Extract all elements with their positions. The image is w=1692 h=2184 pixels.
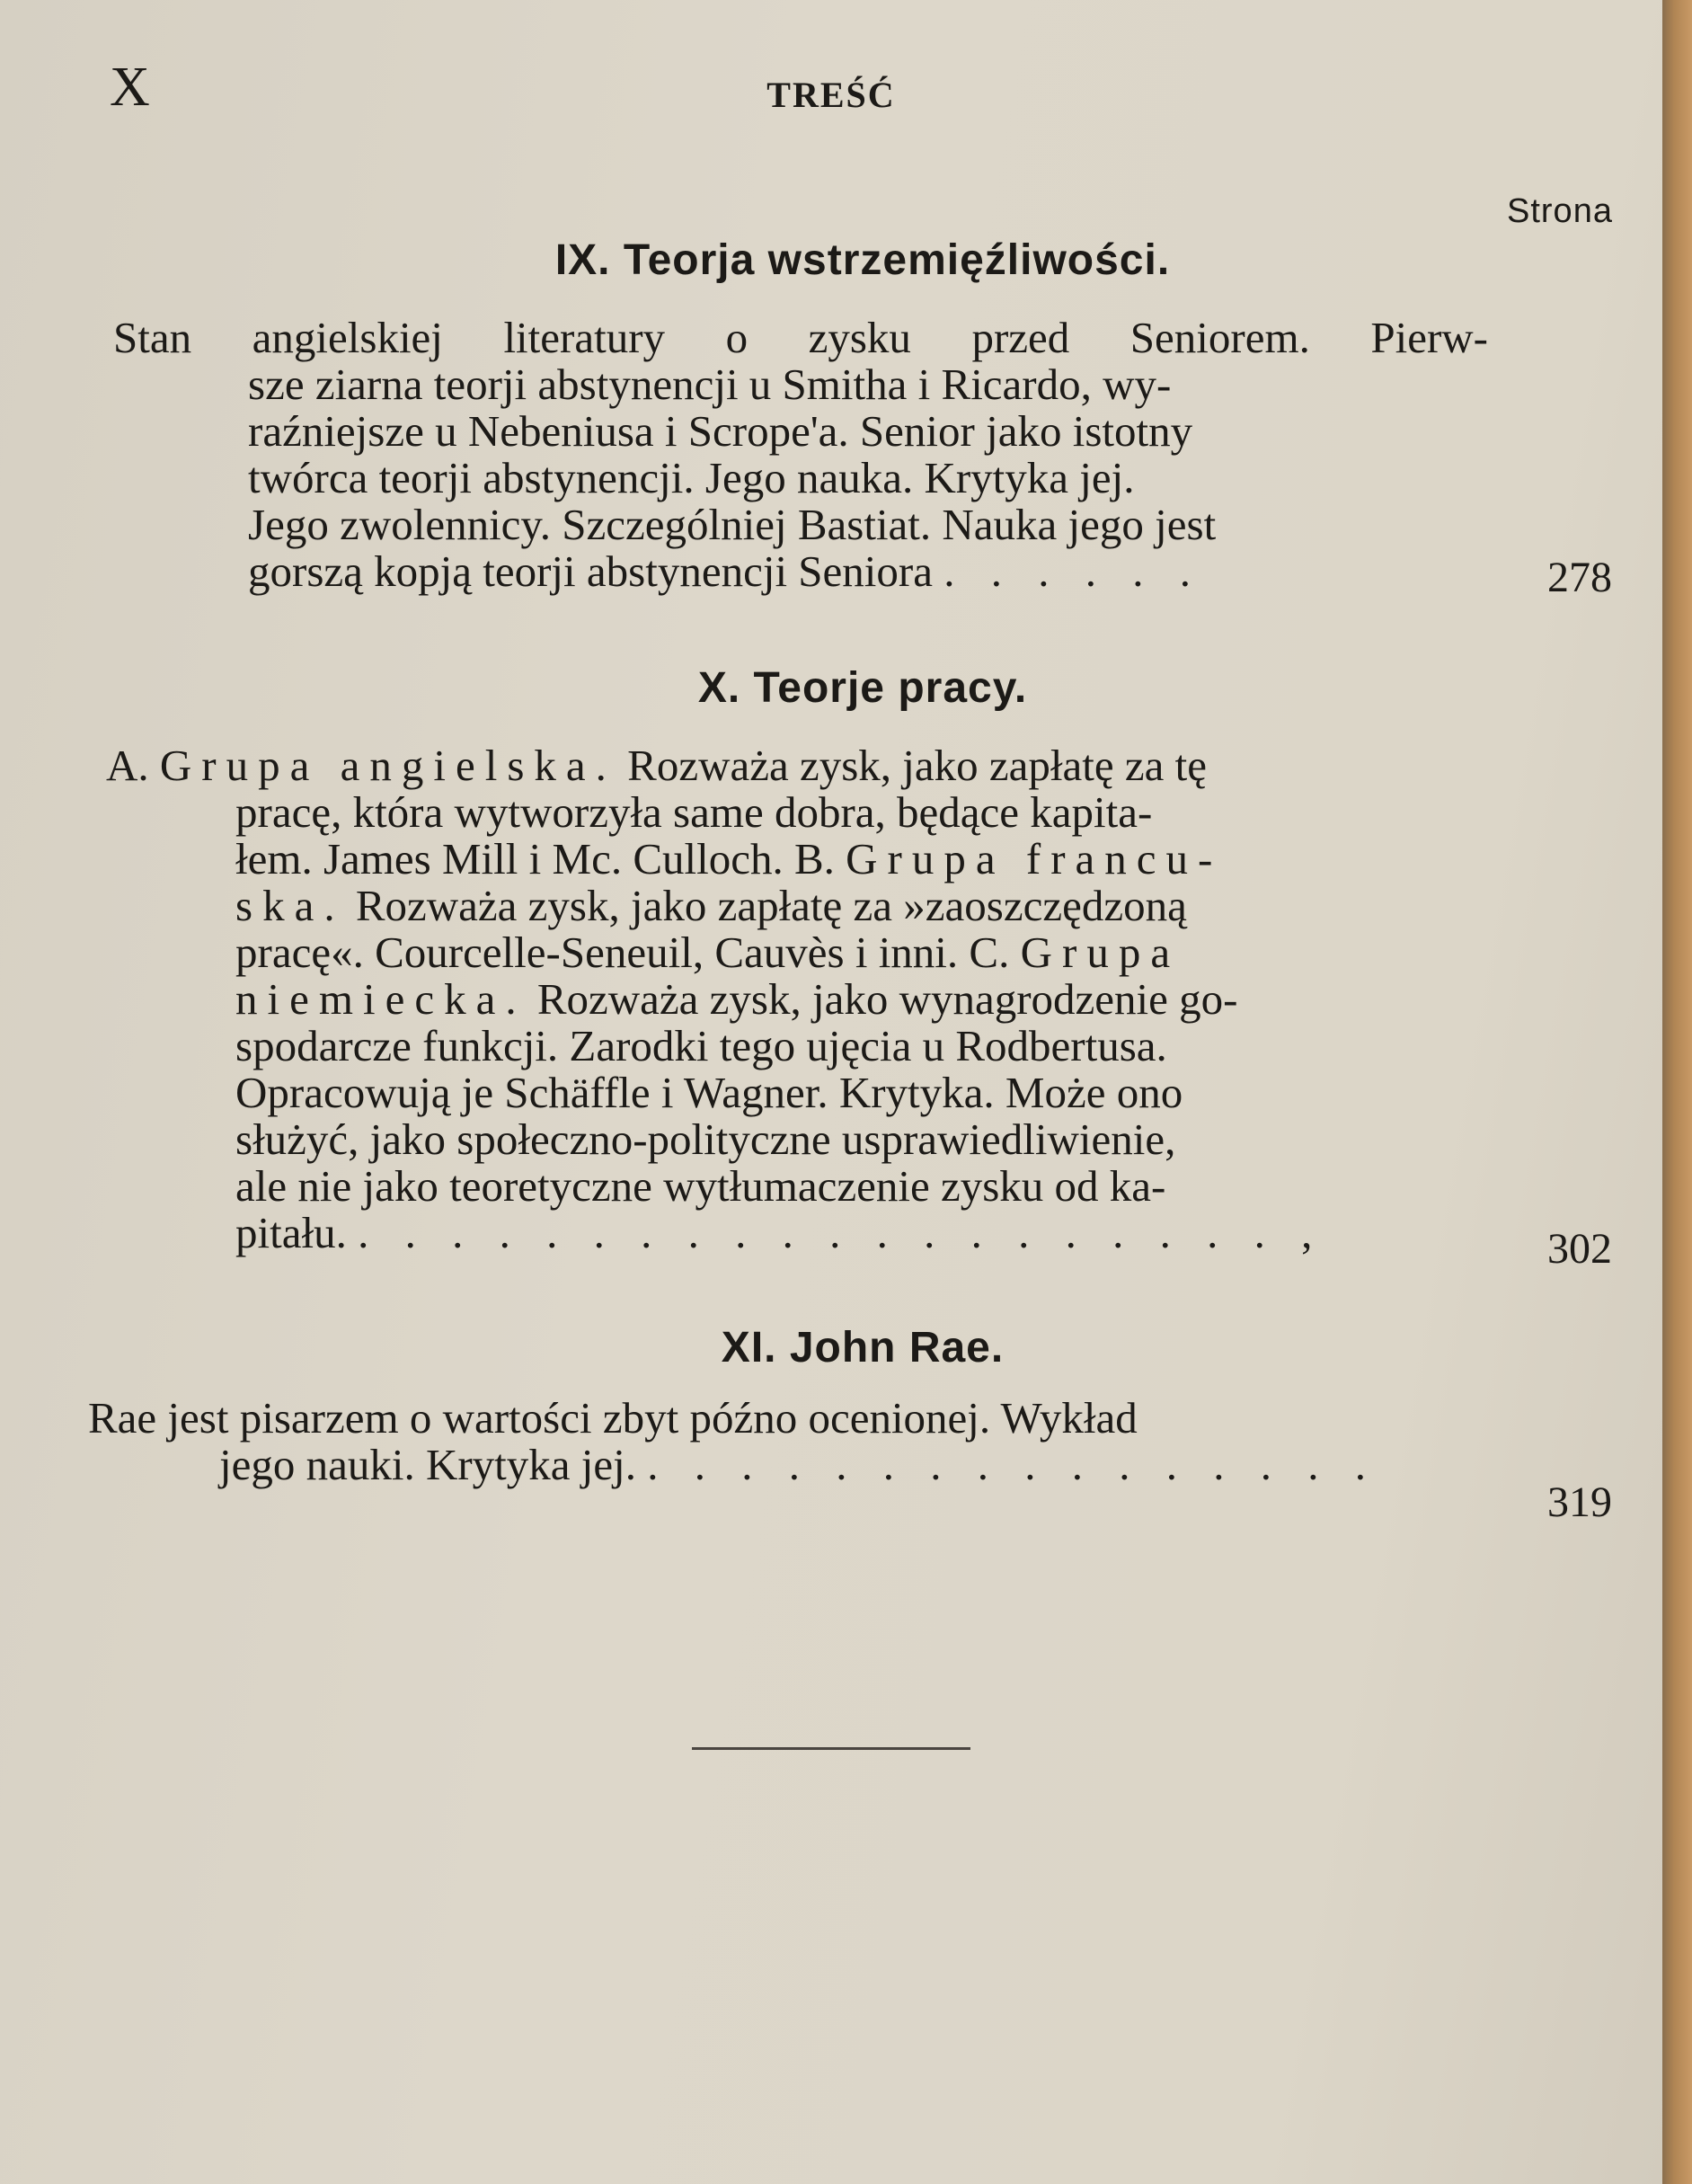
entry-text: Rozważa zysk, jako wynagrodzenie go- bbox=[536, 974, 1238, 1024]
entry-line: służyć, jako społeczno-polityczne usprawiedliwienie, bbox=[235, 1114, 1176, 1164]
dot-leader: . . . . . . bbox=[943, 546, 1203, 596]
entry-line bbox=[235, 883, 1490, 929]
entry-line bbox=[106, 742, 1490, 789]
entry-line: raźniejsze u Nebeniusa i Scrope'a. Senior jako istotny bbox=[248, 406, 1193, 456]
dot-leader: . . . . . . . . . . . . . . . . . . . . , bbox=[358, 1208, 1325, 1257]
section-heading-xi: XI. John Rae. bbox=[721, 1324, 1005, 1372]
spaced-term: Grupa francu- bbox=[846, 834, 1223, 883]
entry-line-last bbox=[219, 1442, 1490, 1488]
section-heading-ix: IX. Teorja wstrzemięźliwości. bbox=[554, 236, 1171, 284]
dot-leader: . . . . . . . . . . . . . . . . bbox=[647, 1440, 1379, 1489]
entry-line-last bbox=[248, 548, 1488, 595]
entry-line: spodarcze funkcji. Zarodki tego ujęcia u Rodbertusa. bbox=[235, 1021, 1167, 1070]
spaced-term: Grupa angielska. bbox=[159, 741, 616, 790]
page-folio: X bbox=[110, 57, 150, 118]
entry-text: Rozważa zysk, jako zapłatę za »zaoszczędzoną bbox=[355, 881, 1187, 930]
entry-line: Stan angielskiej literatury o zysku przed Seniorem. Pierw- bbox=[113, 313, 1488, 362]
entry-line: Rae jest pisarzem o wartości zbyt późno ocenionej. Wykład bbox=[88, 1393, 1138, 1443]
page-column-label: Strona bbox=[1507, 192, 1613, 230]
section-entry-ix-continued bbox=[248, 361, 1488, 595]
entry-line bbox=[235, 836, 1490, 883]
section-entry-x bbox=[106, 742, 1490, 789]
spaced-term: niemiecka. bbox=[235, 974, 527, 1024]
spaced-term: ska. bbox=[235, 881, 345, 930]
entry-line: twórca teorji abstynencji. Jego nauka. Krytyka jej. bbox=[248, 453, 1135, 502]
page-number-x: 302 bbox=[1547, 1225, 1612, 1273]
entry-label: A. bbox=[106, 741, 149, 790]
spaced-term: Grupa bbox=[1020, 928, 1181, 977]
running-head: TREŚĆ bbox=[766, 75, 896, 115]
section-entry-ix bbox=[113, 315, 1488, 361]
section-entry-xi-continued bbox=[219, 1442, 1490, 1488]
entry-line bbox=[235, 929, 1490, 976]
section-entry-xi bbox=[88, 1395, 1472, 1442]
page-edge bbox=[1662, 0, 1692, 2184]
entry-line-last bbox=[235, 1210, 1490, 1256]
entry-line: Jego zwolennicy. Szczególniej Bastiat. Nauka jego jest bbox=[248, 500, 1217, 549]
entry-text: łem. James Mill i Mc. Culloch. B. bbox=[235, 834, 835, 883]
entry-line: sze ziarna teorji abstynencji u Smitha i Ricardo, wy- bbox=[248, 360, 1172, 409]
section-entry-x-continued bbox=[235, 789, 1490, 1256]
entry-text: pitału. bbox=[235, 1208, 347, 1257]
page-number-xi: 319 bbox=[1547, 1478, 1612, 1526]
entry-line: pracę, która wytworzyła same dobra, będące kapita- bbox=[235, 787, 1153, 837]
closing-rule bbox=[692, 1747, 970, 1750]
entry-line bbox=[235, 976, 1490, 1023]
page-number-ix: 278 bbox=[1547, 554, 1612, 601]
entry-line: Opracowują je Schäffle i Wagner. Krytyka. Może ono bbox=[235, 1068, 1183, 1117]
entry-text: pracę«. Courcelle-Seneuil, Cauvès i inni. C. bbox=[235, 928, 1010, 977]
section-heading-x: X. Teorje pracy. bbox=[697, 664, 1028, 712]
entry-text: gorszą kopją teorji abstynencji Seniora bbox=[248, 546, 933, 596]
entry-text: Rozważa zysk, jako zapłatę za tę bbox=[627, 741, 1207, 790]
entry-line: ale nie jako teoretyczne wytłumaczenie zysku od ka- bbox=[235, 1161, 1166, 1211]
entry-text: jego nauki. Krytyka jej. bbox=[219, 1440, 637, 1489]
